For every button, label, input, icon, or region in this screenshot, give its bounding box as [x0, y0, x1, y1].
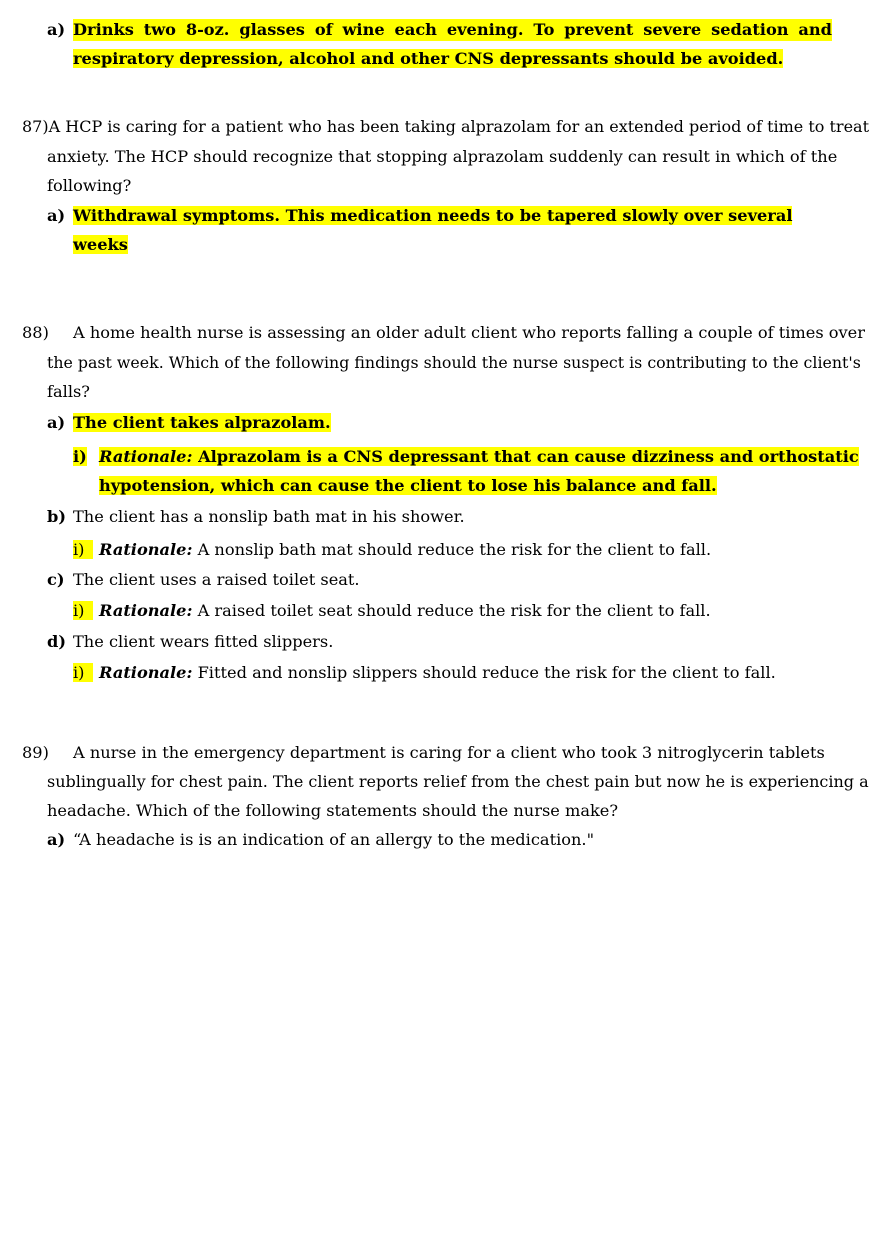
q88-stem-line2: the past week. Which of the following findings should the nurse suspect is contributing to the client's	[47, 353, 861, 372]
q88-option-a-marker: a)	[47, 413, 66, 432]
q88-option-d-rationale-marker-wrap	[73, 662, 93, 684]
q87-answer-a-marker: a)	[47, 206, 66, 225]
q89-answer-a-marker: a)	[47, 830, 66, 849]
q87-answer-a-line1: Withdrawal symptoms. This medication needs to be tapered slowly over several	[73, 206, 793, 225]
q88-option-a-rationale-label: Rationale:	[99, 447, 193, 466]
q88-option-a-rationale-marker	[73, 446, 87, 468]
q88-option-d-marker: d)	[47, 632, 66, 651]
q87-answer-a-line2: weeks	[73, 235, 128, 254]
q88-option-d-rationale-label: Rationale:	[99, 663, 193, 682]
q88-option-c-rationale-marker: i)	[73, 601, 93, 620]
q86-answer-a-line1: Drinks two 8-oz. glasses of wine each evening. To prevent severe sedation and	[73, 20, 832, 39]
q88-number: 88)	[22, 323, 49, 342]
q87-stem-line3: following?	[47, 176, 132, 195]
q88-option-d-text: The client wears fitted slippers.	[73, 632, 334, 651]
q86-answer-a-line1-wrap	[73, 19, 832, 41]
q89-answer-a-text: “A headache is is an indication of an allergy to the medication."	[73, 830, 595, 849]
q88-option-a-rationale-line1: Alprazolam is a CNS depressant that can cause dizziness and orthostatic	[198, 447, 859, 466]
q89-stem-line1: A nurse in the emergency department is caring for a client who took 3 nitroglycerin tablets	[73, 743, 825, 762]
q88-option-b-marker: b)	[47, 507, 66, 526]
q87-answer-a-line2-wrap	[73, 234, 128, 256]
q88-option-a-wrap	[73, 412, 331, 434]
q88-option-a-text: The client takes alprazolam.	[73, 413, 331, 432]
q87-answer-a-line1-wrap	[73, 205, 792, 227]
q86-answer-a-marker: a)	[47, 20, 66, 39]
q88-option-d-rationale-text: Fitted and nonslip slippers should reduce the risk for the client to fall.	[197, 663, 776, 682]
q88-option-d-rationale-wrap	[99, 662, 776, 684]
q88-option-c-rationale-marker-wrap	[73, 600, 93, 622]
q88-option-b-rationale-wrap	[99, 539, 711, 561]
q88-option-a-rationale-line2-wrap	[99, 475, 717, 497]
q88-option-c-text: The client uses a raised toilet seat.	[73, 570, 360, 589]
q88-option-c-rationale-text: A raised toilet seat should reduce the risk for the client to fall.	[197, 601, 711, 620]
q88-option-d-rationale-marker: i)	[73, 663, 93, 682]
q88-option-b-rationale-marker: i)	[73, 540, 93, 559]
q88-option-b-rationale-text: A nonslip bath mat should reduce the risk for the client to fall.	[197, 540, 712, 559]
q86-answer-a-line2: respiratory depression, alcohol and other CNS depressants should be avoided.	[73, 49, 784, 68]
q88-option-b-text: The client has a nonslip bath mat in his shower.	[73, 507, 465, 526]
q88-option-c-marker: c)	[47, 570, 65, 589]
q88-stem-line3: falls?	[47, 382, 90, 401]
q88-stem-line1: A home health nurse is assessing an older adult client who reports falling a couple of times over	[73, 323, 865, 342]
q88-option-b-rationale-marker-wrap	[73, 539, 93, 561]
q88-option-c-rationale-label: Rationale:	[99, 601, 193, 620]
q89-stem-line2: sublingually for chest pain. The client reports relief from the chest pain but now he is experiencing a	[47, 772, 869, 791]
q89-number: 89)	[22, 743, 49, 762]
q87-stem-line1: 87)A HCP is caring for a patient who has been taking alprazolam for an extended period of time to treat	[22, 117, 870, 136]
q89-stem-line3: headache. Which of the following statements should the nurse make?	[47, 801, 619, 820]
q86-answer-a-line2-wrap	[73, 48, 783, 70]
q88-option-c-rationale-wrap	[99, 600, 711, 622]
q88-option-b-rationale-label: Rationale:	[99, 540, 193, 559]
q88-option-a-rationale-line2: hypotension, which can cause the client to lose his balance and fall.	[99, 476, 717, 495]
q88-option-a-rationale-marker-text: i)	[73, 447, 87, 466]
q87-stem-line2: anxiety. The HCP should recognize that stopping alprazolam suddenly can result in which of the	[47, 147, 838, 166]
q88-option-a-rationale-line1-wrap	[99, 446, 859, 468]
